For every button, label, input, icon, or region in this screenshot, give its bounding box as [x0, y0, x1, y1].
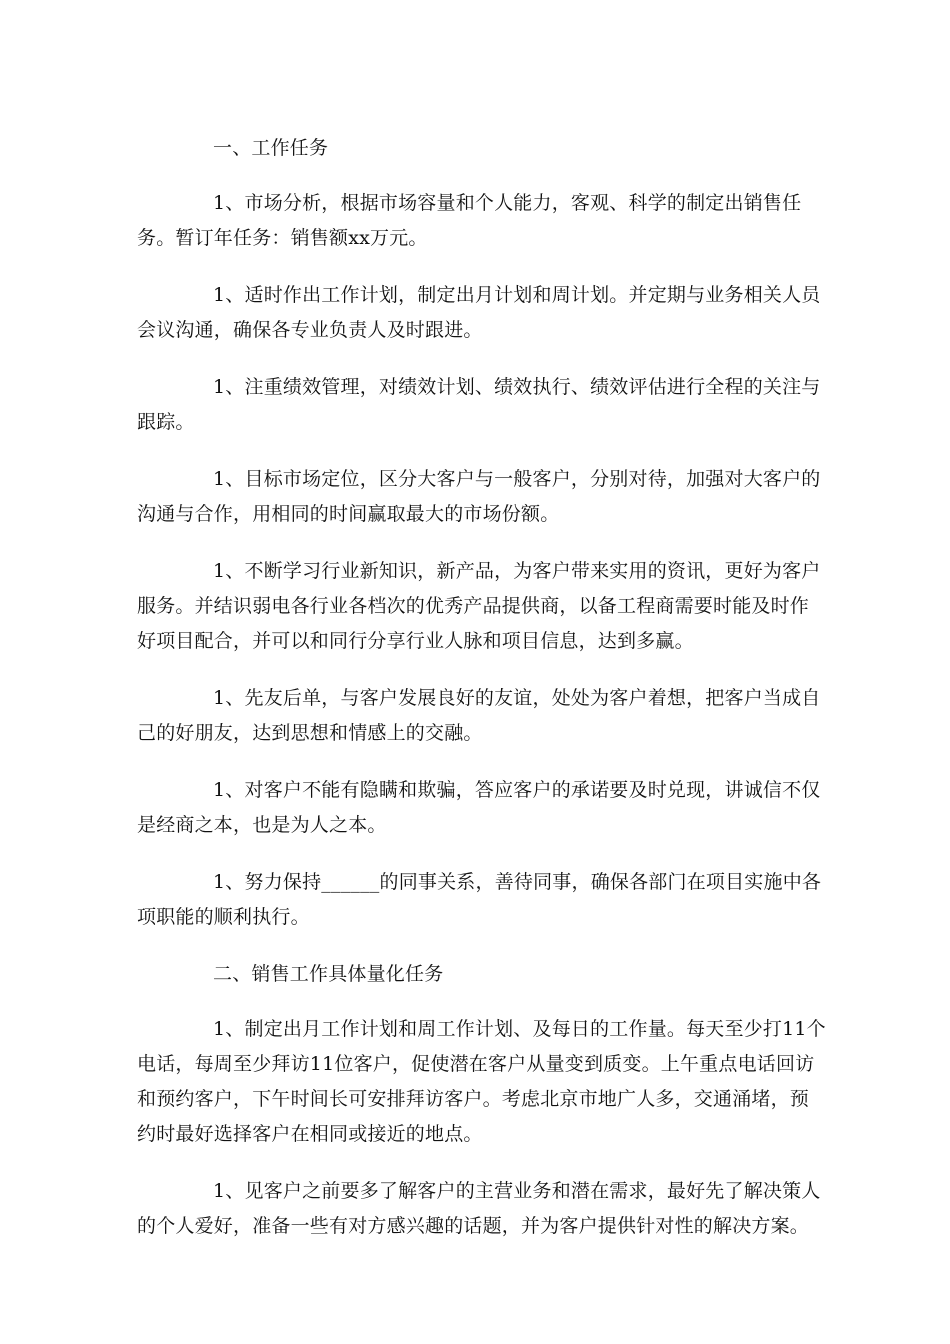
- paragraph: 1、先友后单，与客户发展良好的友谊，处处为客户着想，把客户当成自己的好朋友，达到思想和情感上的交融。: [137, 687, 821, 744]
- paragraph: 1、市场分析，根据市场容量和个人能力，客观、科学的制定出销售任务。暂订年任务：销售额xx万元。: [137, 192, 802, 249]
- paragraph: 1、努力保持______的同事关系，善待同事，确保各部门在项目实施中各项职能的顺利执行。: [137, 871, 822, 928]
- paragraph: 1、不断学习行业新知识，新产品，为客户带来实用的资讯，更好为客户服务。并结识弱电各行业各档次的优秀产品提供商，以备工程商需要时能及时作好项目配合，并可以和同行分享行业人脉和项目信息，达到多赢。: [137, 560, 821, 652]
- paragraph: 1、制定出月工作计划和周工作计划、及每日的工作量。每天至少打11个电话，每周至少拜访11位客户，促使潜在客户从量变到质变。上午重点电话回访和预约客户，下午时间长可安排拜访客户。考虑北京市地广人多，交通涌堵，预约时最好选择客户在相同或接近的地点。: [137, 1018, 826, 1145]
- paragraph: 1、目标市场定位，区分大客户与一般客户，分别对待，加强对大客户的沟通与合作，用相同的时间赢取最大的市场份额。: [137, 468, 821, 525]
- document-body: [137, 131, 827, 1266]
- section-heading-work-tasks: 一、工作任务: [213, 137, 329, 159]
- paragraph: 1、见客户之前要多了解客户的主营业务和潜在需求，最好先了解决策人的个人爱好，准备一些有对方感兴趣的话题，并为客户提供针对性的解决方案。: [137, 1180, 821, 1237]
- paragraph: 1、适时作出工作计划，制定出月计划和周计划。并定期与业务相关人员会议沟通，确保各专业负责人及时跟进。: [137, 284, 821, 341]
- section-heading-quantified-sales-tasks: 二、销售工作具体量化任务: [213, 963, 444, 985]
- paragraph: 1、对客户不能有隐瞒和欺骗，答应客户的承诺要及时兑现，讲诚信不仅是经商之本，也是为人之本。: [137, 779, 821, 836]
- paragraph: 1、注重绩效管理，对绩效计划、绩效执行、绩效评估进行全程的关注与跟踪。: [137, 376, 821, 433]
